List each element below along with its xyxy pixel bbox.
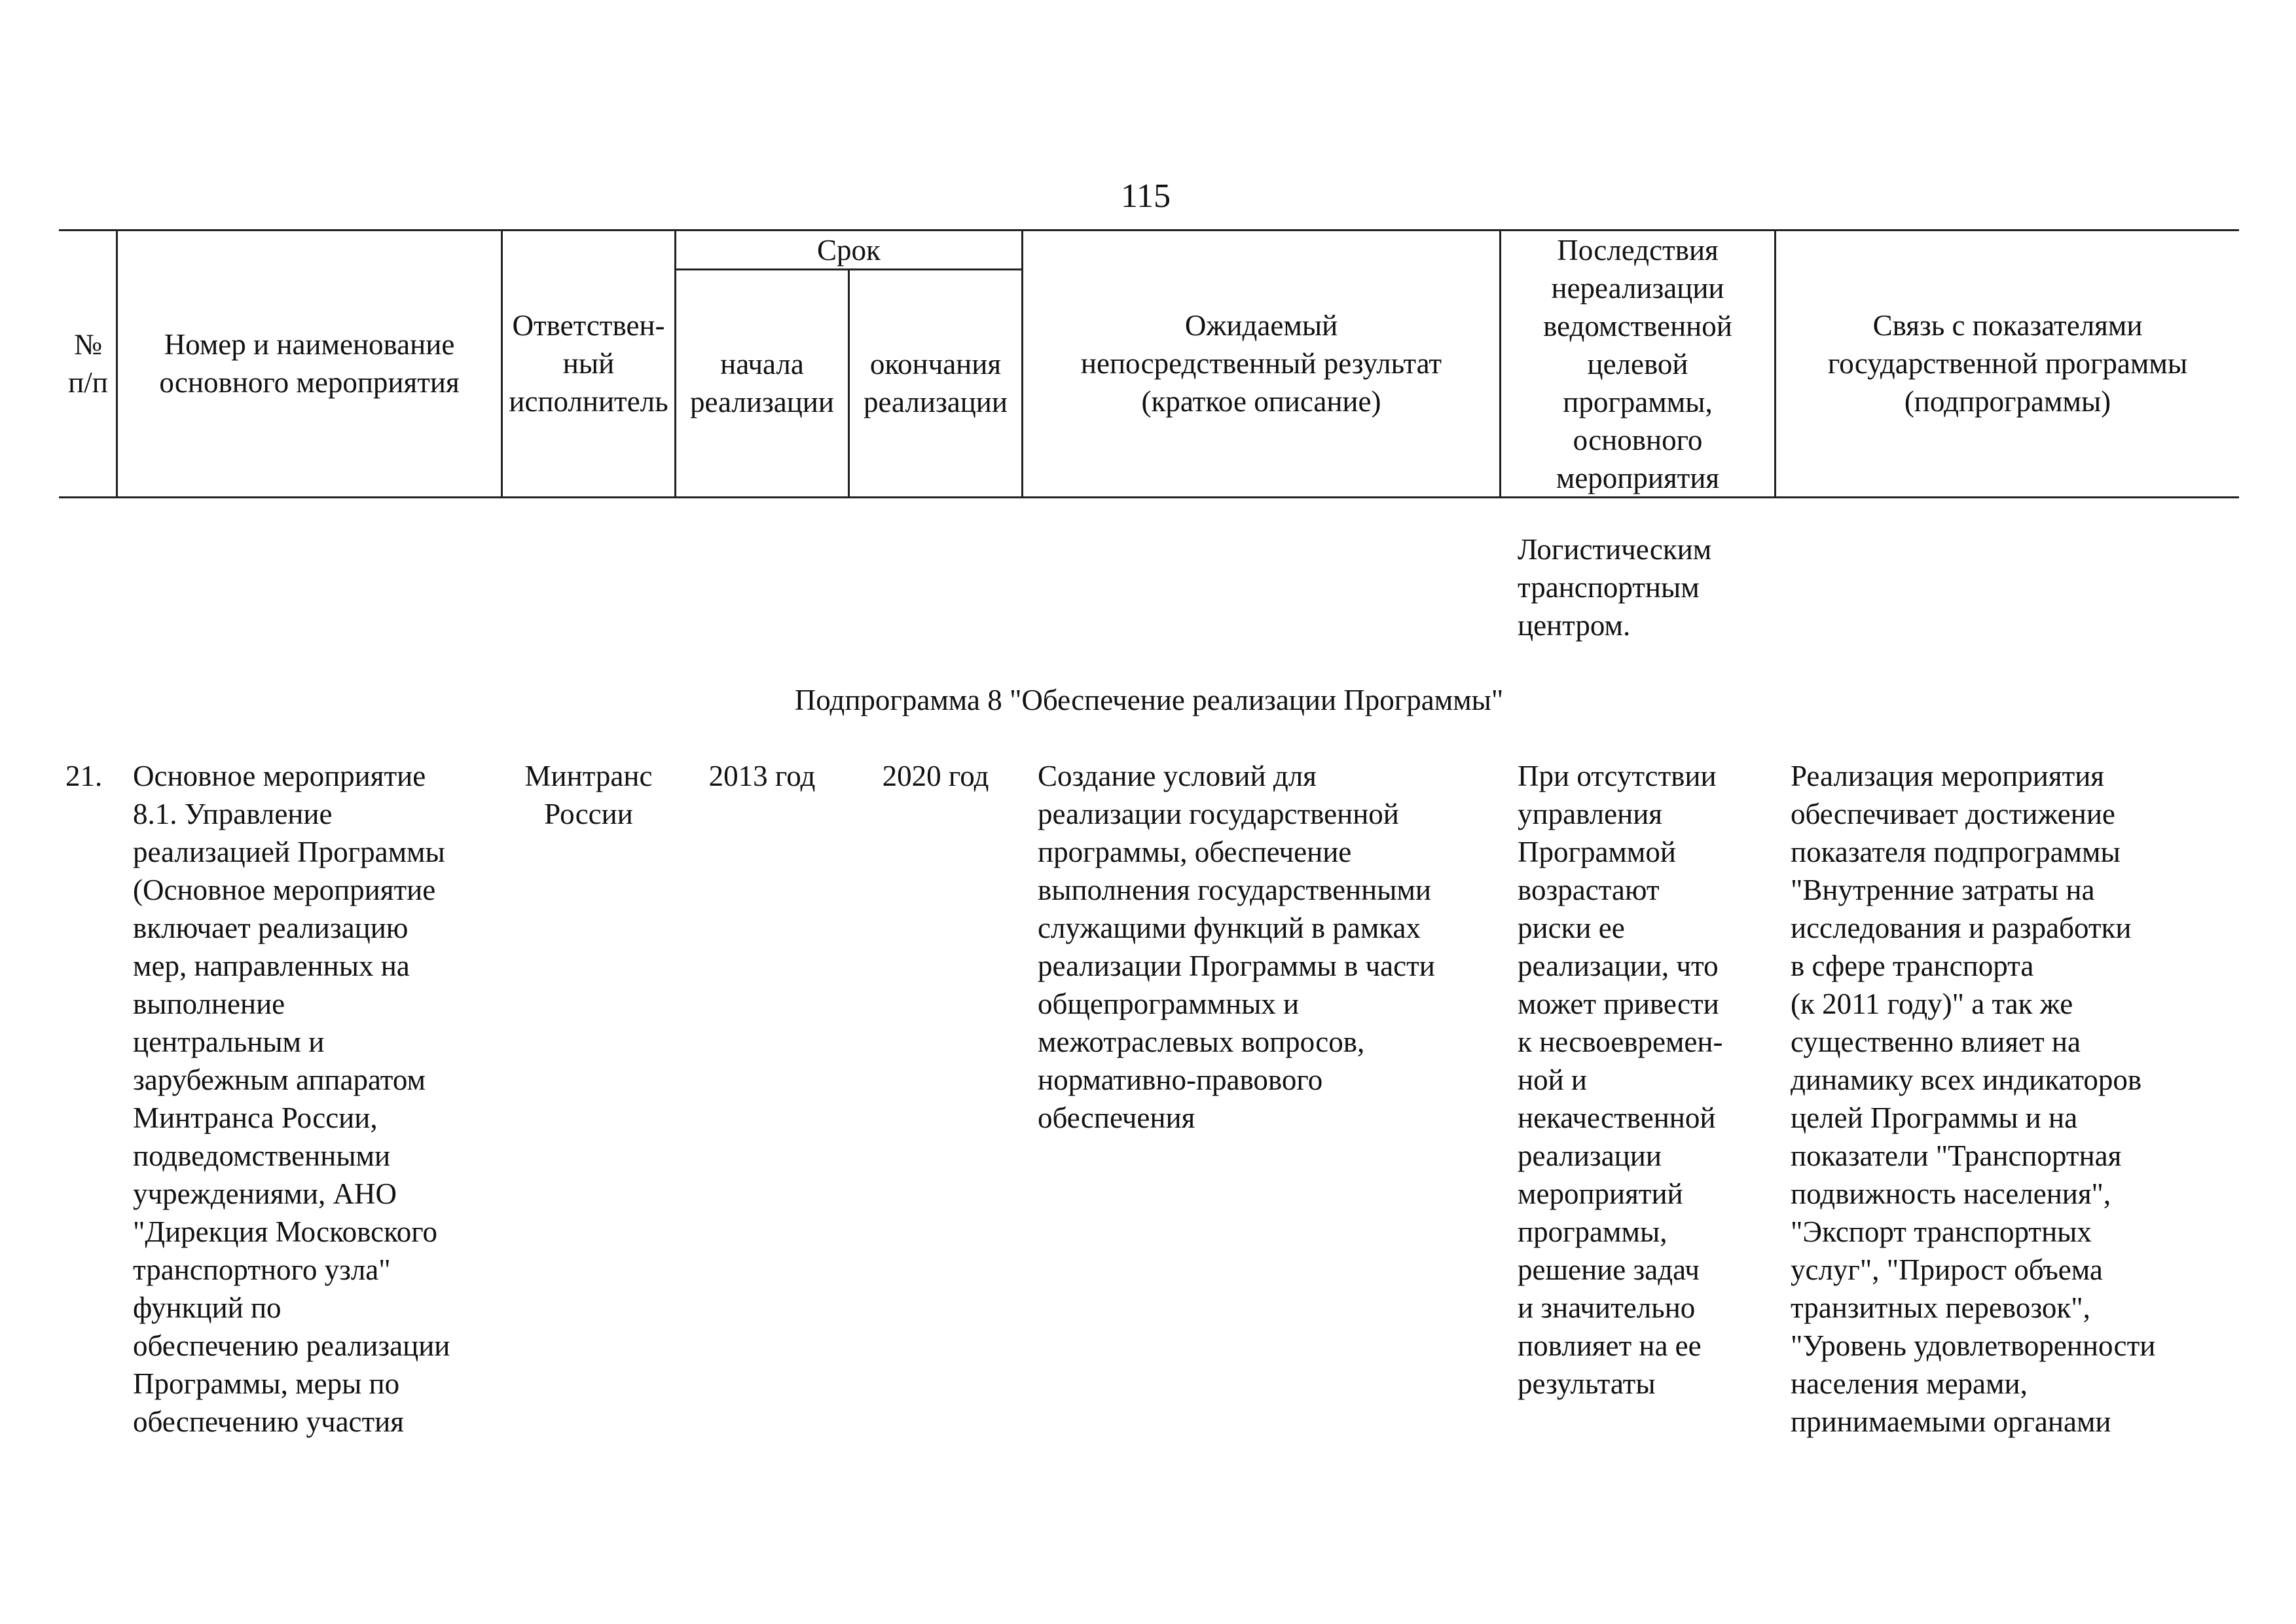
header-bottom-rule	[59, 496, 2239, 498]
header-term-start: начала реализации	[690, 348, 834, 418]
row-num: 21.	[65, 760, 103, 792]
header-name: Номер и наименование основного мероприятия	[159, 328, 460, 399]
header-responsible: Ответствен- ный исполнитель	[509, 309, 668, 418]
header-term-end: окончания реализации	[864, 348, 1008, 418]
header-term: Срок	[817, 234, 881, 267]
row-name: Основное мероприятие 8.1. Управление реализацией Программы (Основное мероприятие включает реализацию мер, направленных на выполнение центральным и зарубежным аппаратом Минтранса России, подведомственными учреждениями, АНО "Дирекция Московского транспортного узла" функций по обеспечению реализации Программы, меры по обеспечению участия	[133, 760, 450, 1438]
header-top-rule	[59, 229, 2239, 231]
header-expected-result: Ожидаемый непосредственный результат (краткое описание)	[1080, 309, 1442, 418]
row-responsible: Минтранс России	[524, 760, 653, 830]
row-expected-result: Создание условий для реализации государственной программы, обеспечение выполнения государственными служащими функций в рамках реализации Программы в части общепрограммных и межотраслевых вопросов, нормативно-правового обеспечения	[1038, 760, 1435, 1134]
page-number: 115	[1120, 177, 1171, 215]
row-end: 2020 год	[882, 760, 989, 792]
header-link: Связь с показателями государственной программы (подпрограммы)	[1827, 309, 2188, 418]
header-consequences: Последствия нереализации ведомственной целевой программы, основного мероприятия	[1543, 234, 1732, 494]
row-link: Реализация мероприятия обеспечивает достижение показателя подпрограммы "Внутренние затраты на исследования и разработки в сфере транспорта (к 2011 году)" а так же существенно влияет на динамику всех индикаторов целей Программы и на показатели "Транспортная подвижность населения", "Экспорт транспортных услуг", "Прирост объема транзитных перевозок", "Уровень удовлетворенности населения мерами, принимаемыми органами	[1791, 760, 2156, 1438]
header-num: № п/п	[68, 328, 108, 399]
subprogram-title: Подпрограмма 8 "Обеспечение реализации Программы"	[794, 684, 1504, 716]
row-start: 2013 год	[708, 760, 816, 792]
row-consequences: При отсутствии управления Программой возрастают риски ее реализации, что может привести к несвоевремен- ной и некачественной реализации мероприятий программы, решение задач и значительно повлияет на ее результаты	[1518, 760, 1723, 1400]
carryover-text: Логистическим транспортным центром.	[1518, 533, 1712, 642]
